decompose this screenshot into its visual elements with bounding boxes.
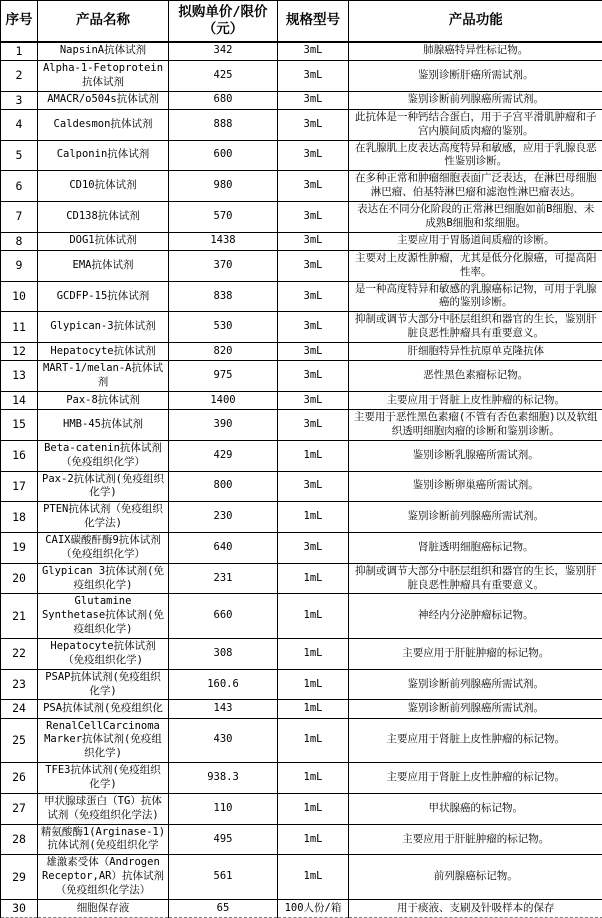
- table-body: [1, 42, 602, 918]
- table-row: [1, 91, 602, 109]
- table-row: [1, 250, 602, 281]
- spec-model-cell: 3mL: [278, 42, 349, 61]
- product-name-cell: TFE3抗体试剂(免疫组织化学): [38, 763, 169, 794]
- product-function-cell: 主要应用于肾脏上皮性肿瘤的标记物。: [349, 763, 602, 794]
- table-row: [1, 140, 602, 171]
- product-function-cell: 此抗体是一种钙结合蛋白，用于子宫平滑肌肿瘤和子宫内膜间质肉瘤的鉴别。: [349, 109, 602, 140]
- unit-price-cell: 838: [169, 281, 278, 312]
- product-name-cell: Hepatocyte抗体试剂: [38, 343, 169, 361]
- product-function-cell: 在乳腺肌上皮表达高度特异和敏感，应用于乳腺良恶性鉴别诊断。: [349, 140, 602, 171]
- product-name-cell: Pax-8抗体试剂: [38, 391, 169, 409]
- product-name-cell: DOG1抗体试剂: [38, 232, 169, 250]
- spec-model-cell: 1mL: [278, 563, 349, 594]
- product-name-cell: Calponin抗体试剂: [38, 140, 169, 171]
- spec-model-cell: 1mL: [278, 718, 349, 763]
- unit-price-cell: 110: [169, 793, 278, 824]
- product-name-cell: CAIX碳酸酐酶9抗体试剂（免疫组织化学）: [38, 532, 169, 563]
- unit-price-cell: 530: [169, 312, 278, 343]
- table-row: [1, 824, 602, 855]
- product-function-cell: 鉴别诊断乳腺癌所需试剂。: [349, 440, 602, 471]
- product-function-cell: 主要应用于肾脏上皮性肿瘤的标记物。: [349, 718, 602, 763]
- row-number-cell: 29: [1, 855, 38, 900]
- spec-model-cell: 1mL: [278, 824, 349, 855]
- table-row: [1, 60, 602, 91]
- table-header: [1, 1, 602, 42]
- spec-model-cell: 3mL: [278, 312, 349, 343]
- header-unit-price: 拟购单价/限价（元）: [169, 1, 278, 42]
- header-spec-model: 规格型号: [278, 1, 349, 42]
- table-row: [1, 361, 602, 392]
- row-number-cell: 16: [1, 440, 38, 471]
- unit-price-cell: 143: [169, 700, 278, 718]
- row-number-cell: 2: [1, 60, 38, 91]
- table-row: [1, 763, 602, 794]
- unit-price-cell: 370: [169, 250, 278, 281]
- table-row: [1, 201, 602, 232]
- row-number-cell: 26: [1, 763, 38, 794]
- product-name-cell: Alpha-1-Fetoprotein抗体试剂: [38, 60, 169, 91]
- product-name-cell: PTEN抗体试剂（免疫组织化学法): [38, 502, 169, 533]
- product-name-cell: Glypican 3抗体试剂(免疫组织化学): [38, 563, 169, 594]
- table-row: [1, 343, 602, 361]
- row-number-cell: 28: [1, 824, 38, 855]
- product-name-cell: PSAP抗体试剂(免疫组织化学): [38, 669, 169, 700]
- unit-price-cell: 561: [169, 855, 278, 900]
- product-name-cell: RenalCellCarcinoma Marker抗体试剂(免疫组织化学): [38, 718, 169, 763]
- product-function-cell: 鉴别诊断前列腺癌所需试剂。: [349, 91, 602, 109]
- row-number-cell: 19: [1, 532, 38, 563]
- row-number-cell: 3: [1, 91, 38, 109]
- product-function-cell: 神经内分泌肿瘤标记物。: [349, 594, 602, 639]
- product-function-cell: 在多种正常和肿瘤细胞表面广泛表达，在淋巴母细胞淋巴瘤、伯基特淋巴瘤和滤泡性淋巴瘤表达。: [349, 171, 602, 202]
- row-number-cell: 10: [1, 281, 38, 312]
- spec-model-cell: 1mL: [278, 700, 349, 718]
- table-row: [1, 638, 602, 669]
- product-name-cell: CD10抗体试剂: [38, 171, 169, 202]
- unit-price-cell: 660: [169, 594, 278, 639]
- spec-model-cell: 3mL: [278, 250, 349, 281]
- table-row: [1, 793, 602, 824]
- spec-model-cell: 3mL: [278, 109, 349, 140]
- unit-price-cell: 820: [169, 343, 278, 361]
- spec-model-cell: 3mL: [278, 281, 349, 312]
- unit-price-cell: 308: [169, 638, 278, 669]
- spec-model-cell: 1mL: [278, 594, 349, 639]
- product-name-cell: 甲状腺球蛋白（TG）抗体试剂（免疫组织化学法): [38, 793, 169, 824]
- row-number-cell: 30: [1, 899, 38, 917]
- spec-model-cell: 3mL: [278, 201, 349, 232]
- unit-price-cell: 230: [169, 502, 278, 533]
- table-row: [1, 532, 602, 563]
- table-row: [1, 232, 602, 250]
- product-name-cell: HMB-45抗体试剂: [38, 410, 169, 441]
- row-number-cell: 9: [1, 250, 38, 281]
- product-name-cell: NapsinA抗体试剂: [38, 42, 169, 61]
- product-function-cell: 肾脏透明细胞癌标记物。: [349, 532, 602, 563]
- table-row: [1, 502, 602, 533]
- product-function-cell: 抑制或调节大部分中胚层组织和器官的生长，鉴别肝脏良恶性肿瘤具有重要意义。: [349, 312, 602, 343]
- spec-model-cell: 3mL: [278, 91, 349, 109]
- unit-price-cell: 65: [169, 899, 278, 917]
- product-function-cell: 表达在不同分化阶段的正常淋巴细胞如前B细胞、未成熟B细胞和浆细胞。: [349, 201, 602, 232]
- unit-price-cell: 430: [169, 718, 278, 763]
- unit-price-cell: 800: [169, 471, 278, 502]
- spec-model-cell: 3mL: [278, 361, 349, 392]
- product-name-cell: Hepatocyte抗体试剂（免疫组织化学): [38, 638, 169, 669]
- product-name-cell: AMACR/o504s抗体试剂: [38, 91, 169, 109]
- product-name-cell: Glypican-3抗体试剂: [38, 312, 169, 343]
- unit-price-cell: 429: [169, 440, 278, 471]
- table-row: [1, 391, 602, 409]
- unit-price-cell: 980: [169, 171, 278, 202]
- product-function-cell: 鉴别诊断前列腺癌所需试剂。: [349, 700, 602, 718]
- row-number-cell: 23: [1, 669, 38, 700]
- product-function-cell: 鉴别诊断前列腺癌所需试剂。: [349, 669, 602, 700]
- header-no: 序号: [1, 1, 38, 42]
- unit-price-cell: 1400: [169, 391, 278, 409]
- header-product-function: 产品功能: [349, 1, 602, 42]
- spec-model-cell: 3mL: [278, 410, 349, 441]
- spec-model-cell: 1mL: [278, 502, 349, 533]
- row-number-cell: 7: [1, 201, 38, 232]
- product-function-cell: 主要应用于肝脏肿瘤的标记物。: [349, 824, 602, 855]
- product-name-cell: Glutamine Synthetase抗体试剂(免疫组织化学): [38, 594, 169, 639]
- unit-price-cell: 390: [169, 410, 278, 441]
- spec-model-cell: 3mL: [278, 140, 349, 171]
- row-number-cell: 11: [1, 312, 38, 343]
- table-row: [1, 718, 602, 763]
- table-row: [1, 171, 602, 202]
- product-function-cell: 恶性黑色素瘤标记物。: [349, 361, 602, 392]
- row-number-cell: 21: [1, 594, 38, 639]
- table-row: [1, 669, 602, 700]
- row-number-cell: 5: [1, 140, 38, 171]
- unit-price-cell: 160.6: [169, 669, 278, 700]
- product-function-cell: 肺腺癌特异性标记物。: [349, 42, 602, 61]
- spec-model-cell: 1mL: [278, 440, 349, 471]
- table-row: [1, 594, 602, 639]
- spec-model-cell: 1mL: [278, 638, 349, 669]
- table-row: [1, 281, 602, 312]
- unit-price-cell: 495: [169, 824, 278, 855]
- row-number-cell: 8: [1, 232, 38, 250]
- header-product-name: 产品名称: [38, 1, 169, 42]
- product-function-cell: 肝细胞特异性抗原单克隆抗体: [349, 343, 602, 361]
- row-number-cell: 12: [1, 343, 38, 361]
- product-function-cell: 鉴别诊断前列腺癌所需试剂。: [349, 502, 602, 533]
- product-function-cell: 抑制或调节大部分中胚层组织和器官的生长，鉴别肝脏良恶性肿瘤具有重要意义。: [349, 563, 602, 594]
- row-number-cell: 24: [1, 700, 38, 718]
- product-function-cell: 主要对上皮源性肿瘤，尤其是低分化腺癌，可提高阳性率。: [349, 250, 602, 281]
- spec-model-cell: 3mL: [278, 232, 349, 250]
- product-function-cell: 主要用于恶性黑色素瘤(不管有否色素细胞)以及软组织透明细胞肉瘤的诊断和鉴别诊断。: [349, 410, 602, 441]
- product-name-cell: Caldesmon抗体试剂: [38, 109, 169, 140]
- table-row: [1, 899, 602, 917]
- row-number-cell: 14: [1, 391, 38, 409]
- table-row: [1, 471, 602, 502]
- product-name-cell: Pax-2抗体试剂(免疫组织化学): [38, 471, 169, 502]
- unit-price-cell: 425: [169, 60, 278, 91]
- header-row: [1, 1, 602, 42]
- product-function-cell: 主要应用于肝脏肿瘤的标记物。: [349, 638, 602, 669]
- product-function-cell: 鉴别诊断卵巢癌所需试剂。: [349, 471, 602, 502]
- table-row: [1, 563, 602, 594]
- spec-model-cell: 1mL: [278, 763, 349, 794]
- unit-price-cell: 342: [169, 42, 278, 61]
- spec-model-cell: 1mL: [278, 793, 349, 824]
- row-number-cell: 6: [1, 171, 38, 202]
- product-name-cell: GCDFP-15抗体试剂: [38, 281, 169, 312]
- product-function-cell: 鉴别诊断肝癌所需试剂。: [349, 60, 602, 91]
- spec-model-cell: 3mL: [278, 171, 349, 202]
- row-number-cell: 4: [1, 109, 38, 140]
- table-row: [1, 855, 602, 900]
- row-number-cell: 1: [1, 42, 38, 61]
- table-row: [1, 410, 602, 441]
- product-function-cell: 是一种高度特异和敏感的乳腺癌标记物，可用于乳腺癌的鉴别诊断。: [349, 281, 602, 312]
- unit-price-cell: 680: [169, 91, 278, 109]
- row-number-cell: 17: [1, 471, 38, 502]
- spec-model-cell: 100人份/箱: [278, 899, 349, 917]
- product-name-cell: 雄激素受体（Androgen Receptor,AR）抗体试剂（免疫组织化学法）: [38, 855, 169, 900]
- table-row: [1, 700, 602, 718]
- unit-price-cell: 938.3: [169, 763, 278, 794]
- spec-model-cell: 3mL: [278, 60, 349, 91]
- product-function-cell: 前列腺癌标记物。: [349, 855, 602, 900]
- product-name-cell: PSA抗体试剂(免疫组织化: [38, 700, 169, 718]
- unit-price-cell: 975: [169, 361, 278, 392]
- product-name-cell: MART-1/melan-A抗体试剂: [38, 361, 169, 392]
- table-row: [1, 42, 602, 61]
- unit-price-cell: 600: [169, 140, 278, 171]
- table-row: [1, 109, 602, 140]
- table-row: [1, 440, 602, 471]
- row-number-cell: 27: [1, 793, 38, 824]
- row-number-cell: 25: [1, 718, 38, 763]
- spec-model-cell: 1mL: [278, 669, 349, 700]
- product-function-cell: 主要应用于胃肠道间质瘤的诊断。: [349, 232, 602, 250]
- spec-model-cell: 1mL: [278, 855, 349, 900]
- product-name-cell: EMA抗体试剂: [38, 250, 169, 281]
- product-name-cell: 精氨酸酶1(Arginase-1)抗体试剂(免疫组织化学: [38, 824, 169, 855]
- row-number-cell: 20: [1, 563, 38, 594]
- product-function-cell: 用于痰液、支刷及针吸样本的保存: [349, 899, 602, 917]
- product-name-cell: CD138抗体试剂: [38, 201, 169, 232]
- unit-price-cell: 570: [169, 201, 278, 232]
- product-function-cell: 甲状腺癌的标记物。: [349, 793, 602, 824]
- spec-model-cell: 3mL: [278, 471, 349, 502]
- row-number-cell: 18: [1, 502, 38, 533]
- product-name-cell: 细胞保存液: [38, 899, 169, 917]
- spec-model-cell: 3mL: [278, 391, 349, 409]
- product-function-cell: 主要应用于肾脏上皮性肿瘤的标记物。: [349, 391, 602, 409]
- spec-model-cell: 3mL: [278, 532, 349, 563]
- unit-price-cell: 640: [169, 532, 278, 563]
- table-row: [1, 312, 602, 343]
- unit-price-cell: 231: [169, 563, 278, 594]
- row-number-cell: 22: [1, 638, 38, 669]
- unit-price-cell: 1438: [169, 232, 278, 250]
- product-name-cell: Beta-catenin抗体试剂（免疫组织化学）: [38, 440, 169, 471]
- spec-model-cell: 3mL: [278, 343, 349, 361]
- row-number-cell: 13: [1, 361, 38, 392]
- row-number-cell: 15: [1, 410, 38, 441]
- unit-price-cell: 888: [169, 109, 278, 140]
